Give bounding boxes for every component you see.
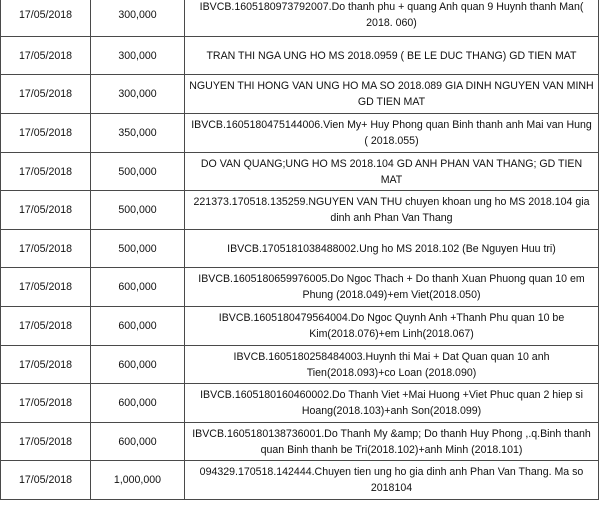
date-cell: 17/05/2018 (1, 423, 91, 461)
amount-cell: 600,000 (91, 346, 185, 384)
description-cell: IBVCB.1605180138736001.Do Thanh My &amp; Do thanh Huy Phong ,.q.Binh thanh quan Binh thanh be Tri(2018.102)+anh Minh (2018.101) (185, 423, 599, 461)
date-cell: 17/05/2018 (1, 37, 91, 75)
description-cell: DO VAN QUANG;UNG HO MS 2018.104 GD ANH PHAN VAN THANG; GD TIEN MAT (185, 153, 599, 191)
amount-cell: 500,000 (91, 153, 185, 191)
amount-cell: 600,000 (91, 384, 185, 423)
date-cell: 17/05/2018 (1, 268, 91, 307)
description-cell: 221373.170518.135259.NGUYEN VAN THU chuyen khoan ung ho MS 2018.104 gia dinh anh Phan Van Thang (185, 191, 599, 230)
table-row (1, 153, 599, 191)
date-cell: 17/05/2018 (1, 191, 91, 230)
description-cell: 094329.170518.142444.Chuyen tien ung ho gia dinh anh Phan Van Thang. Ma so 2018104 (185, 461, 599, 500)
table-row (1, 191, 599, 230)
table-row (1, 230, 599, 268)
amount-cell: 600,000 (91, 423, 185, 461)
table-row (1, 75, 599, 114)
table-row (1, 307, 599, 346)
amount-cell: 300,000 (91, 75, 185, 114)
amount-cell: 500,000 (91, 191, 185, 230)
table-row (1, 0, 599, 37)
amount-cell: 600,000 (91, 268, 185, 307)
date-cell: 17/05/2018 (1, 384, 91, 423)
table-row (1, 461, 599, 500)
table-row (1, 37, 599, 75)
table-row (1, 114, 599, 153)
date-cell: 17/05/2018 (1, 346, 91, 384)
date-cell: 17/05/2018 (1, 114, 91, 153)
date-cell: 17/05/2018 (1, 230, 91, 268)
amount-cell: 300,000 (91, 0, 185, 37)
description-cell: TRAN THI NGA UNG HO MS 2018.0959 ( BE LE DUC THANG) GD TIEN MAT (185, 37, 599, 75)
amount-cell: 1,000,000 (91, 461, 185, 500)
date-cell: 17/05/2018 (1, 153, 91, 191)
description-cell: IBVCB.1605180973792007.Do thanh phu + quang Anh quan 9 Huynh thanh Man( 2018. 060) (185, 0, 599, 37)
description-cell: IBVCB.1605180479564004.Do Ngoc Quynh Anh +Thanh Phu quan 10 be Kim(2018.076)+em Linh(2018.067) (185, 307, 599, 346)
description-cell: IBVCB.1605180160460002.Do Thanh Viet +Mai Huong +Viet Phuc quan 2 hiep si Hoang(2018.103)+anh Son(2018.099) (185, 384, 599, 423)
description-cell: IBVCB.1605180258484003.Huynh thi Mai + Dat Quan quan 10 anh Tien(2018.093)+co Loan (2018.090) (185, 346, 599, 384)
amount-cell: 500,000 (91, 230, 185, 268)
table-row (1, 268, 599, 307)
amount-cell: 300,000 (91, 37, 185, 75)
date-cell: 17/05/2018 (1, 75, 91, 114)
description-cell: IBVCB.1705181038488002.Ung ho MS 2018.102 (Be Nguyen Huu tri) (185, 230, 599, 268)
description-cell: IBVCB.1605180475144006.Vien My+ Huy Phong quan Binh thanh anh Mai van Hung ( 2018.055) (185, 114, 599, 153)
description-cell: IBVCB.1605180659976005.Do Ngoc Thach + Do thanh Xuan Phuong quan 10 em Phung (2018.049)+em Viet(2018.050) (185, 268, 599, 307)
table-row (1, 346, 599, 384)
amount-cell: 350,000 (91, 114, 185, 153)
amount-cell: 600,000 (91, 307, 185, 346)
table-row (1, 384, 599, 423)
table-row (1, 423, 599, 461)
date-cell: 17/05/2018 (1, 461, 91, 500)
description-cell: NGUYEN THI HONG VAN UNG HO MA SO 2018.089 GIA DINH NGUYEN VAN MINH GD TIEN MAT (185, 75, 599, 114)
date-cell: 17/05/2018 (1, 0, 91, 37)
date-cell: 17/05/2018 (1, 307, 91, 346)
